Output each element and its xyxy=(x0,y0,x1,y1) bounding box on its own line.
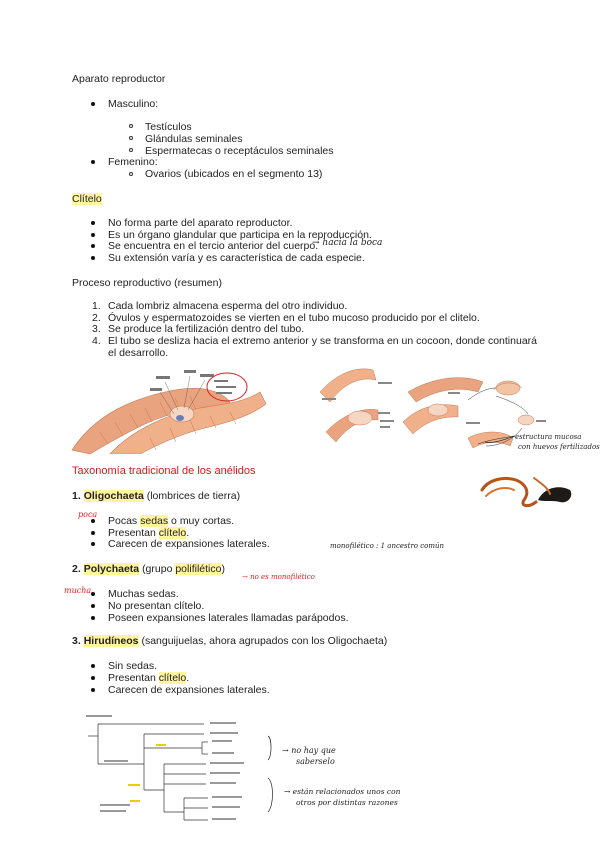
list-item: No presentan clítelo. xyxy=(108,600,205,612)
list-item: Carecen de expansiones laterales. xyxy=(108,684,270,696)
bullet xyxy=(91,604,95,608)
list-item: el desarrollo. xyxy=(108,347,169,359)
bullet xyxy=(91,221,95,225)
section-title-aparato: Aparato reproductor xyxy=(72,73,166,85)
sub-bullet xyxy=(129,172,133,176)
list-item: Su extensión varía y es característica de cada especie. xyxy=(108,252,365,264)
sub-bullet xyxy=(129,136,133,140)
bullet xyxy=(91,664,95,668)
list-item: No forma parte del aparato reproductor. xyxy=(108,217,293,229)
list-item: Se encuentra en el tercio anterior del cuerpo. xyxy=(108,240,319,252)
list-item: Testículos xyxy=(145,121,192,133)
handwritten-note: mucha xyxy=(64,586,92,595)
list-item: Se produce la fertilización dentro del tubo. xyxy=(108,323,305,335)
step-number: 3. xyxy=(92,323,101,335)
list-item: Óvulos y espermatozoides se vierten en el tubo mucoso producido por el clitelo. xyxy=(108,312,480,324)
bullet xyxy=(91,233,95,237)
bullet xyxy=(91,256,95,260)
handwritten-note: con huevos fertilizados xyxy=(518,443,600,451)
list-item: Pocas sedas o muy cortas. xyxy=(108,515,235,527)
bullet xyxy=(91,102,95,106)
list-item: Carecen de expansiones laterales. xyxy=(108,538,270,550)
bullet xyxy=(91,676,95,680)
list-item: Poseen expansiones laterales llamadas parápodos. xyxy=(108,612,349,624)
section-title-clitelo: Clítelo xyxy=(72,193,102,205)
bullet xyxy=(91,616,95,620)
handwritten-note: poca xyxy=(78,510,98,519)
worms-photo xyxy=(478,470,576,510)
handwritten-note: → hacia la boca xyxy=(312,238,383,248)
handwritten-note: → no hay que xyxy=(282,746,336,755)
list-item: Muchas sedas. xyxy=(108,588,179,600)
sub-bullet xyxy=(129,148,133,152)
step-number: 2. xyxy=(92,312,101,324)
bullet xyxy=(91,244,95,248)
bullet xyxy=(91,542,95,546)
handwritten-note: otros por distintas razones xyxy=(296,798,398,807)
list-item: Sin sedas. xyxy=(108,660,158,672)
arrow-icon xyxy=(483,432,517,446)
handwritten-note: saberselo xyxy=(296,757,335,766)
group-heading-hirudineos: 3. Hirudíneos (sanguijuelas, ahora agrupados con los Oligochaeta) xyxy=(72,635,388,647)
bullet xyxy=(91,592,95,596)
list-item-femenino: Femenino: xyxy=(108,156,158,168)
list-item: Presentan clítelo. xyxy=(108,672,190,684)
step-number: 4. xyxy=(92,335,101,347)
list-item: Ovarios (ubicados en el segmento 13) xyxy=(145,168,323,180)
step-number: 1. xyxy=(92,300,101,312)
list-item: Es un órgano glandular que participa en la reproducción. xyxy=(108,229,372,241)
list-item: Cada lombriz almacena esperma del otro individuo. xyxy=(108,300,348,312)
section-title-taxonomia: Taxonomía tradicional de los anélidos xyxy=(72,465,256,477)
handwritten-note: estructura mucosa xyxy=(515,433,582,441)
group-heading-polychaeta: 2. Polychaeta (grupo polifilético) xyxy=(72,563,225,575)
bullet xyxy=(91,531,95,535)
sub-bullet xyxy=(129,124,133,128)
handwritten-note: → están relacionados unos con xyxy=(284,787,401,796)
group-heading-oligochaeta: 1. Oligochaeta (lombrices de tierra) xyxy=(72,490,241,502)
list-item: Glándulas seminales xyxy=(145,133,243,145)
bullet xyxy=(91,519,95,523)
list-item: Presentan clítelo. xyxy=(108,527,190,539)
bullet xyxy=(91,688,95,692)
phylogenetic-tree xyxy=(84,712,274,824)
mating-worms-illustration xyxy=(70,362,280,454)
handwritten-note: monofilético : 1 ancestro común xyxy=(330,542,445,550)
list-item-masculino: Masculino: xyxy=(108,98,159,110)
section-title-proceso: Proceso reproductivo (resumen) xyxy=(72,277,222,289)
list-item: Espermatecas o receptáculos seminales xyxy=(145,145,334,157)
bullet xyxy=(91,160,95,164)
handwritten-note: → no es monofilético xyxy=(242,573,315,581)
list-item: El tubo se desliza hacia el extremo anterior y se transforma en un cocoon, donde continuará xyxy=(108,335,537,347)
